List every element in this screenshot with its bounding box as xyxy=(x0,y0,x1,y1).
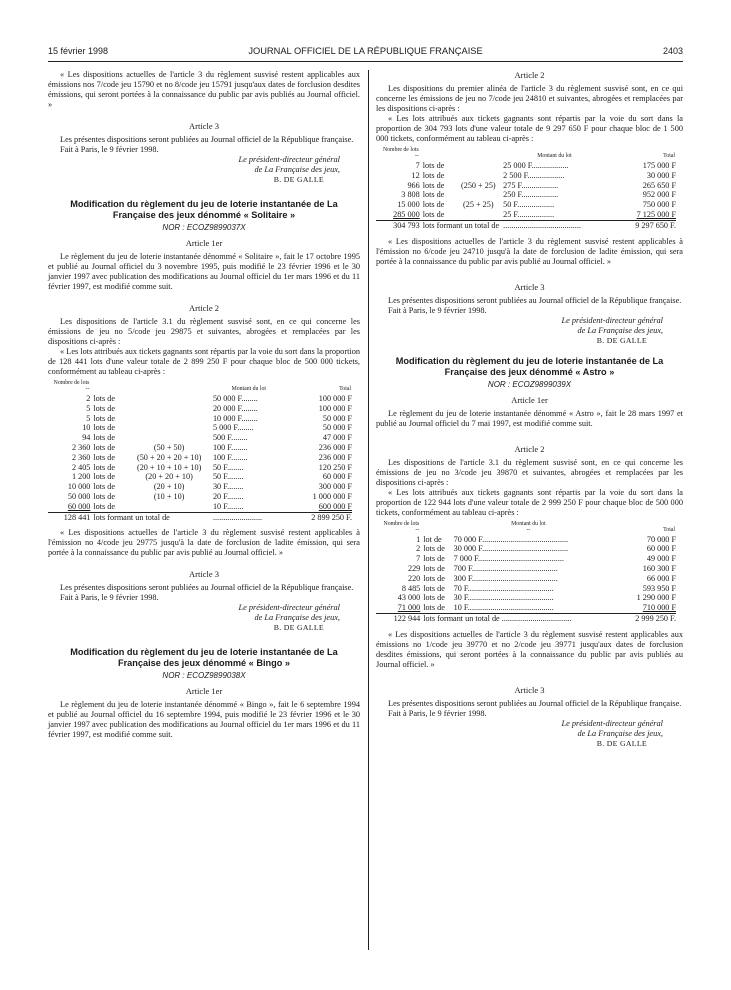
astro-article-2-p1: Les dispositions de l'article 3.1 du règlement susvisé sont, en ce qui concerne les émissions de jeu no 3/code jeu 39870 et suivantes, abrogées et remplacées par les dispositions ci-après : xyxy=(376,457,683,487)
publication-paragraph: Les présentes dispositions seront publiées au Journal officiel de la République française. xyxy=(388,295,682,305)
publication-paragraph: Les présentes dispositions seront publiées au Journal officiel de la République française. xyxy=(60,583,354,593)
th-nombre: Nombre de lots -- xyxy=(383,520,420,533)
article-heading: Article 3 xyxy=(514,281,545,292)
signature-title-1: Le président-directeur général xyxy=(561,315,663,325)
bingo-after-table: « Les dispositions actuelles de l'article 3 du règlement susvisé restent applicables à l'émission no 6/code jeu 24710 jusqu'à la date de forclusion de ladite émission, qui sera portée à la connaissance du public par avis publié au Journal officiel. » xyxy=(376,236,683,266)
article-heading: Article 3 xyxy=(189,569,219,580)
table-row: 2 405 lots de (20 + 10 + 10 + 10) 50 F........ 120 250 F xyxy=(71,462,352,472)
table-row: 220 lots de 300 F.......................................... 66 000 F xyxy=(407,573,676,583)
signature-title-1: Le président-directeur général xyxy=(238,603,340,613)
nor-reference: NOR : ECOZ9899038X xyxy=(162,671,246,681)
table-row: 50 000 lots de (10 + 10) 20 F........ 1 000 000 F xyxy=(67,491,352,501)
left-column xyxy=(48,70,360,740)
astro-after-table: « Les dispositions actuelles de l'article 3 du règlement susvisé restent applicables aux émissions no 1/code jeu 39770 et no 2/code jeu 39771 jusqu'aux dates de forclusion desdites émissions, qui seront portées à la connaissance du public par avis publiés au Journal officiel. » xyxy=(376,629,683,669)
table-row: 43 000 lots de 30 F.......................................... 1 290 000 F xyxy=(397,593,676,603)
nor-reference: NOR : ECOZ9899037X xyxy=(162,223,246,232)
intro-paragraph: « Les dispositions actuelles de l'article 3 du règlement susvisé restent applicables aux émissions nos 7/code jeu 15790 et no 8/code jeu 15791 jusqu'aux dates de forclusion desdites émissions, qui seront portées à la connaissance du public par avis publiés au Journal officiel. » xyxy=(48,70,360,109)
article-heading: Article 3 xyxy=(189,121,219,131)
table-row: 2 360 lots de (50 + 50) 100 F........ 236 000 F xyxy=(71,442,352,452)
right-column xyxy=(376,70,683,749)
signature-title-2: de La Française des jeux, xyxy=(577,728,663,738)
section-title-solitaire: Modification du règlement du jeu de loterie instantanée de La Française des jeux dénommé « Solitaire » xyxy=(70,199,338,220)
header-journal-title: JOURNAL OFFICIEL DE LA RÉPUBLIQUE FRANÇAISE xyxy=(248,46,483,56)
signature-name: B. DE GALLE xyxy=(596,335,647,345)
table-row: 7 lots de 7 000 F.......................................... 49 000 F xyxy=(416,554,676,564)
fait-line: Fait à Paris, le 9 février 1998. xyxy=(60,145,159,154)
table-row: 5 lots de 10 000 F........ 50 000 F xyxy=(86,413,352,423)
solitaire-article-1: Le règlement du jeu de loterie instantanée dénommé « Solitaire », fait le 17 octobre 1995 et publié au Journal officiel du 3 novembre 1995, puis modifié le 23 février 1996 et le 30 janvier 1997 avec publication des modifications au Journal officiel du 1er mars 1996 et du 11 février 1997, est modifié comme suit. xyxy=(48,252,360,291)
publication-paragraph: Les présentes dispositions seront publiées au Journal officiel de la République française. xyxy=(60,135,354,144)
solitaire-article-2-p2: « Les lots attribués aux tickets gagnants sont répartis par la voie du sort dans la proportion de 128 441 lots d'une valeur totale de 2 899 250 F pour chaque bloc de 500 000 tickets, conformément au tableau ci-après : xyxy=(48,347,360,376)
signature-title-1: Le président-directeur général xyxy=(238,155,340,164)
table-row: 229 lots de 700 F.......................................... 160 300 F xyxy=(407,563,676,573)
table-row: 2 lots de 50 000 F........ 100 000 F xyxy=(86,394,352,403)
column-divider xyxy=(368,70,369,950)
th-nombre: Nombre de lots -- xyxy=(53,380,90,392)
signature-name: B. DE GALLE xyxy=(273,175,324,184)
astro-prize-table xyxy=(376,520,676,624)
table-row: 8 485 lots de 70 F.......................................... 593 950 F xyxy=(401,583,676,593)
table-row: 71 000 lots de 10 F.......................................... 710 000 F xyxy=(397,603,676,613)
table-row: 5 lots de 20 000 F........ 100 000 F xyxy=(86,403,352,413)
table-row: 1 200 lots de (20 + 20 + 10) 50 F........ 60 000 F xyxy=(71,472,352,482)
section-title-astro: Modification du règlement du jeu de loterie instantanée de La Française des jeux dénommé « Astro » xyxy=(395,355,664,377)
table-row: 10 000 lots de (20 + 10) 30 F........ 300 000 F xyxy=(67,482,352,492)
signature-title-2: de La Française des jeux, xyxy=(254,165,340,174)
article-heading: Article 2 xyxy=(189,303,219,313)
th-total: Total xyxy=(663,526,675,533)
page-header xyxy=(48,46,683,60)
astro-article-1: Le règlement du jeu de loterie instantanée dénommé « Astro », fait le 28 mars 1997 et publié au Journal officiel du 7 mai 1997, est modifié comme suit. xyxy=(376,408,683,428)
fait-line: Fait à Paris, le 9 février 1998. xyxy=(60,593,159,603)
table-total-row: 128 441 lots formant un total de ........................ 2 899 250 F. xyxy=(48,512,352,522)
table-total-row: 122 944 lots formant un total de .................................. 2 999 250 F. xyxy=(376,613,676,623)
signature-name: B. DE GALLE xyxy=(273,623,324,633)
bingo-article-1: Le règlement du jeu de loterie instantanée dénommé « Bingo », fait le 6 septembre 1994 et publié au Journal officiel du 16 septembre 1994, puis modifié le 23 février 1996 et le 30 janvier 1997 avec publication des modifications au Journal officiel du 1er mars 1996 et du 11 février 1997, est modifié comme suit. xyxy=(48,700,360,740)
article-heading: Article 1er xyxy=(185,238,223,248)
th-total: Total xyxy=(339,386,351,392)
th-montant: Montant du lot xyxy=(231,386,267,392)
section-title-bingo: Modification du règlement du jeu de loterie instantanée de La Française des jeux dénommé « Bingo » xyxy=(70,647,338,669)
table-row: 285 000 lots de 25 F.................. 7 125 000 F xyxy=(393,209,676,219)
signature-name: B. DE GALLE xyxy=(596,738,647,748)
article-heading: Article 2 xyxy=(514,70,545,80)
table-row: 60 000 lots de 10 F........ 600 000 F xyxy=(67,501,352,511)
fait-line: Fait à Paris, le 9 février 1998. xyxy=(388,708,487,718)
th-montant: Montant du lot xyxy=(537,153,572,159)
table-row: 12 lots de 2 500 F.................. 30 000 F xyxy=(411,170,676,180)
table-row: 3 808 lots de 250 F.................. 952 000 F xyxy=(401,190,676,200)
bingo-prize-table xyxy=(376,146,676,231)
bingo-article-2-p1: Les dispositions du premier alinéa de l'article 3 du règlement susvisé sont, en ce qui concerne les émissions de jeu no 7/code jeu 24810 et suivantes, abrogées et remplacées par les dispositions ci-après : xyxy=(376,84,683,113)
astro-article-2-p2: « Les lots attribués aux tickets gagnants sont répartis par la voie du sort dans la proportion de 122 944 lots d'une valeur totale de 2 999 250 F pour chaque bloc de 500 000 tickets, conformément au tableau ci-après : xyxy=(376,487,683,517)
table-row: 2 lots de 30 000 F.......................................... 60 000 F xyxy=(416,544,676,554)
nor-reference: NOR : ECOZ9899039X xyxy=(487,379,572,389)
header-date: 15 février 1998 xyxy=(48,46,109,56)
signature-title-2: de La Française des jeux, xyxy=(577,325,663,335)
signature-title-2: de La Française des jeux, xyxy=(254,613,340,623)
bingo-article-2-p2: « Les lots attribués aux tickets gagnants sont répartis par la voie du sort dans la proportion de 304 793 lots d'une valeur totale de 9 297 650 F pour chaque bloc de 1 500 000 tickets, conformément au tableau ci-après : xyxy=(376,114,683,143)
table-row: 1 lot de 70 000 F.......................................... 70 000 F xyxy=(416,534,676,544)
table-total-row: 304 793 lots formant un total de ...................................... 9 297 650 F. xyxy=(376,220,676,230)
article-heading: Article 2 xyxy=(514,443,545,454)
table-row: 7 lots de 25 000 F.................. 175 000 F xyxy=(415,161,676,170)
article-heading: Article 3 xyxy=(514,684,545,695)
publication-paragraph: Les présentes dispositions seront publiées au Journal officiel de la République française. xyxy=(388,698,682,708)
table-row: 15 000 lots de (25 + 25) 50 F.................. 750 000 F xyxy=(397,200,676,210)
table-row: 2 360 lots de (50 + 20 + 20 + 10) 100 F........ 236 000 F xyxy=(71,452,352,462)
header-rule xyxy=(48,61,683,62)
signature-title-1: Le président-directeur général xyxy=(561,718,663,728)
th-total: Total xyxy=(663,153,675,159)
th-montant: Montant du lot -- xyxy=(511,520,546,533)
article-heading: Article 1er xyxy=(511,394,548,405)
table-row: 10 lots de 5 000 F........ 50 000 F xyxy=(82,423,352,433)
header-page-number: 2403 xyxy=(662,46,683,56)
solitaire-article-2-p1: Les dispositions de l'article 3.1 du règlement susvisé sont, en ce qui concerne les émissions de jeu no 5/code jeu 29875 et suivantes, abrogées et remplacées par les dispositions ci-après : xyxy=(48,317,360,346)
solitaire-after-table: « Les dispositions actuelles de l'article 3 du règlement susvisé restent applicables à l'émission no 4/code jeu 29775 jusqu'à la date de forclusion de ladite émission, qui sera portée à la connaissance du public par avis publié au Journal officiel. » xyxy=(48,528,360,558)
table-row: 966 lots de (250 + 25) 275 F.................. 265 650 F xyxy=(407,180,676,190)
fait-line: Fait à Paris, le 9 février 1998. xyxy=(388,305,487,315)
table-row: 94 lots de 500 F........ 47 000 F xyxy=(82,433,352,443)
th-nombre: Nombre de lots -- xyxy=(382,147,419,159)
article-heading: Article 1er xyxy=(185,686,223,697)
solitaire-prize-table xyxy=(48,379,352,522)
